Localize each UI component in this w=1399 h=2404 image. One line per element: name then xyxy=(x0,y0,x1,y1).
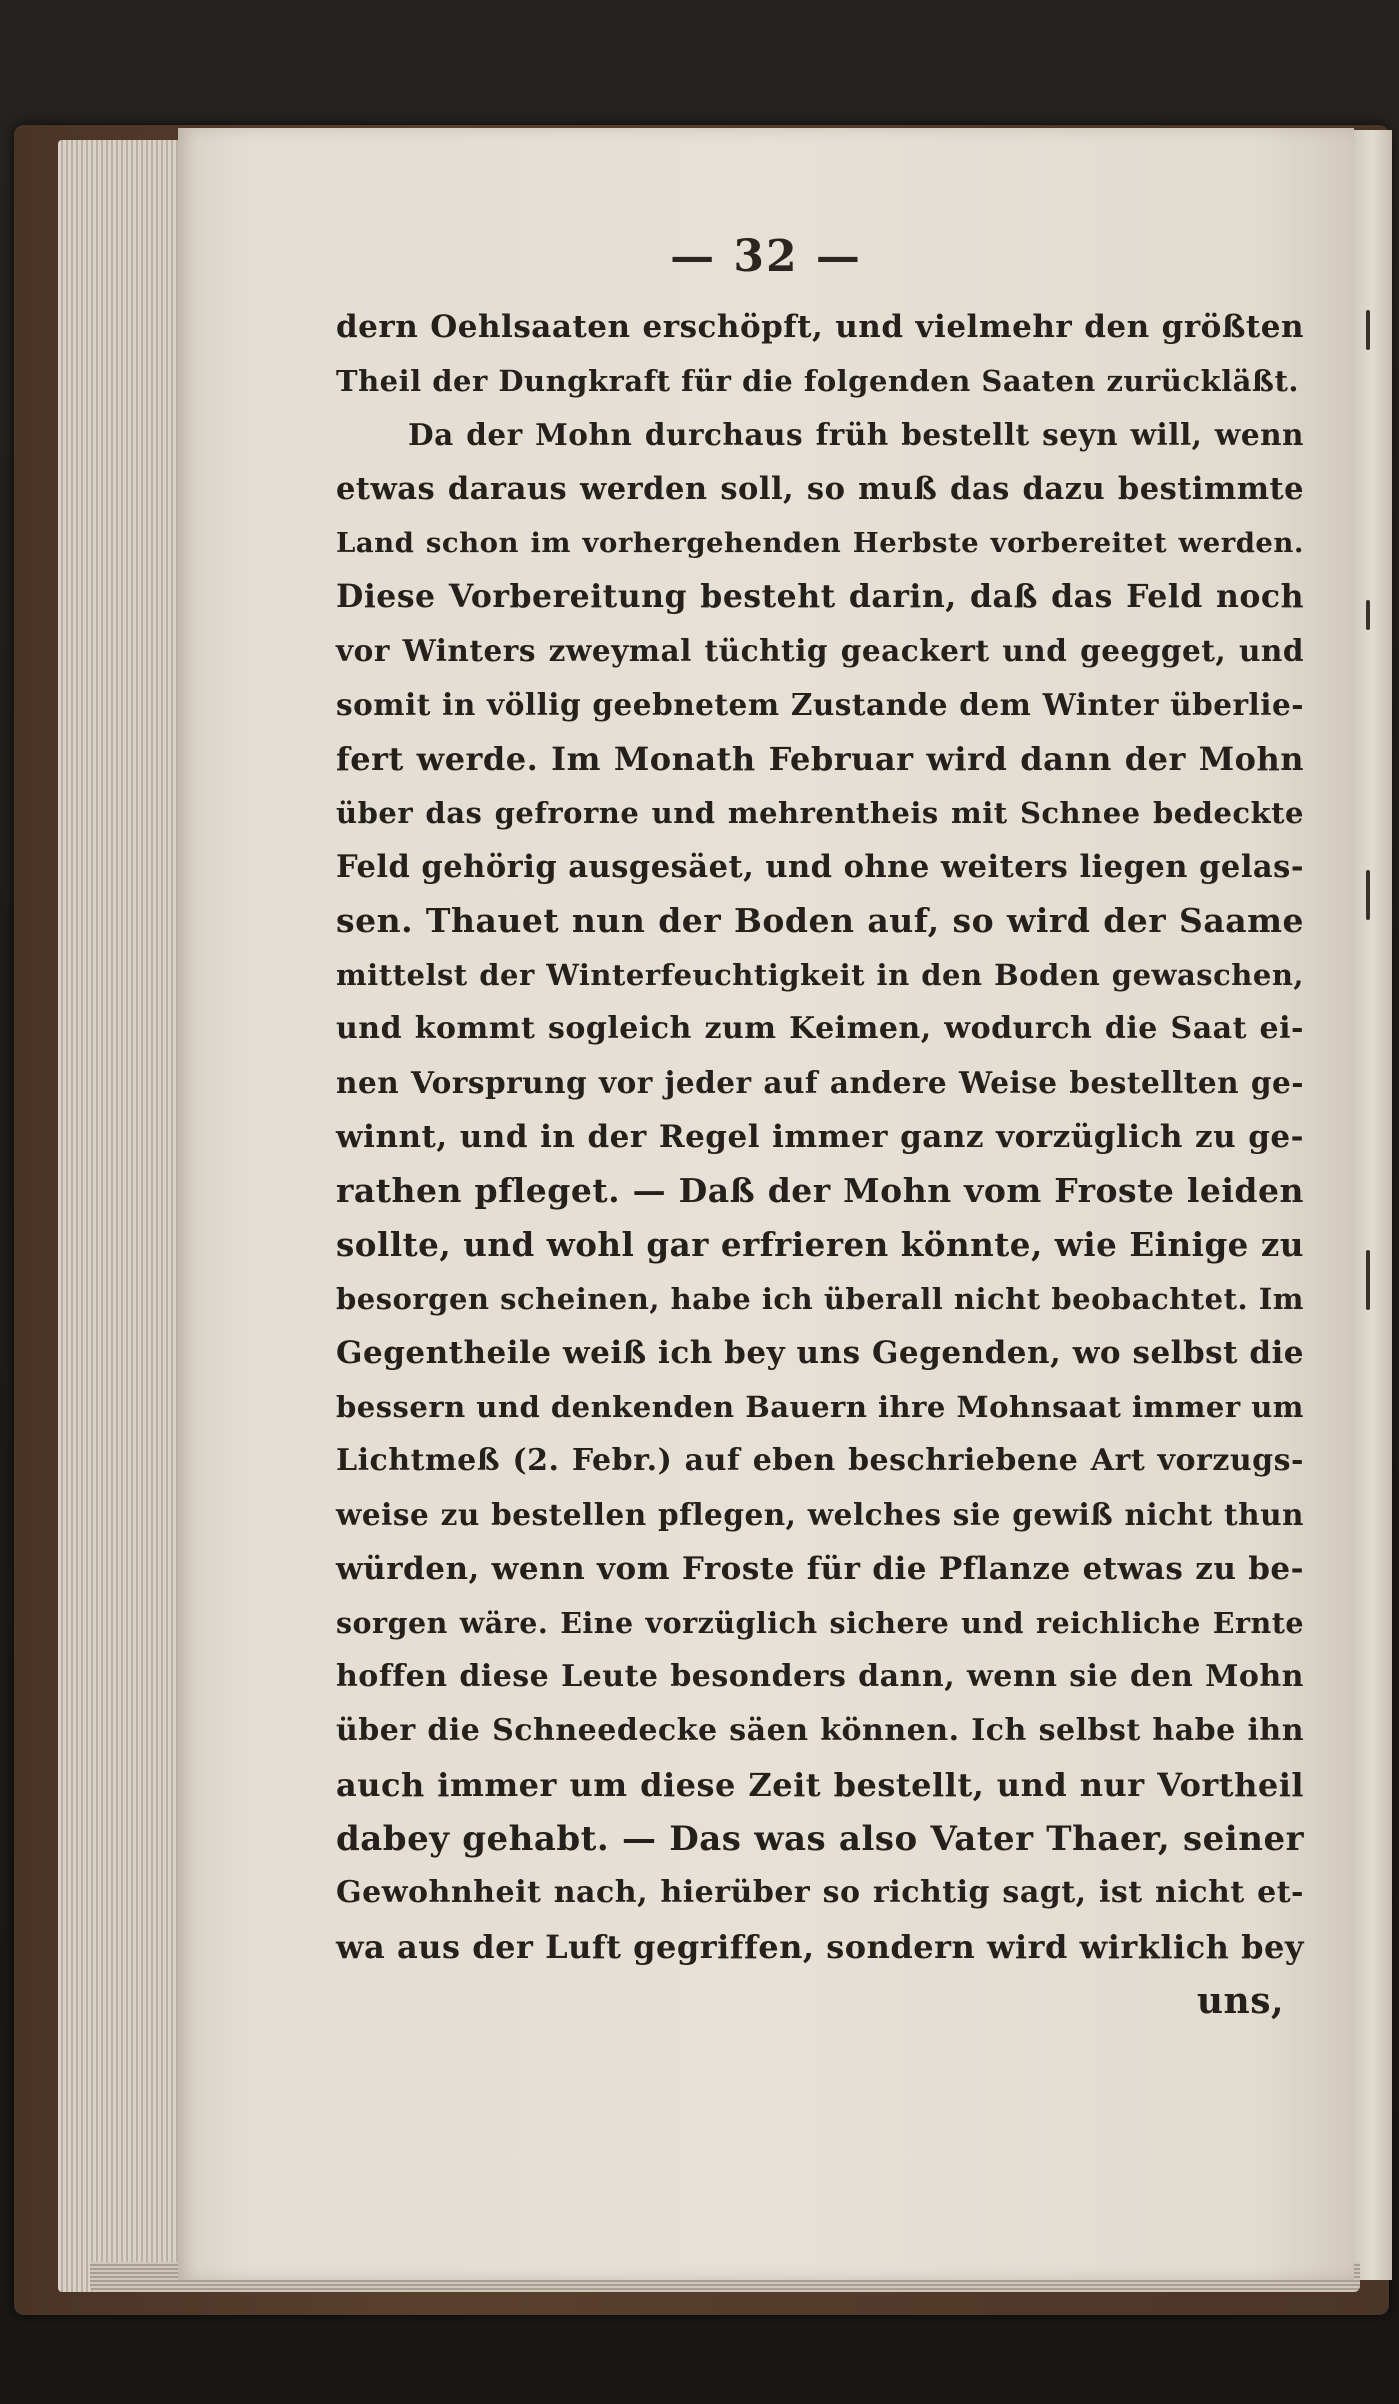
text-line: sen. Thauet nun der Boden auf, so wird der Saame xyxy=(336,901,1304,940)
text-line: Theil der Dungkraft für die folgenden Saaten zurückläßt. xyxy=(336,364,1299,398)
text-line: Feld gehörig ausgesäet, und ohne weiters liegen gelas- xyxy=(336,849,1304,885)
text-line: und kommt sogleich zum Keimen, wodurch die Saat ei- xyxy=(336,1011,1304,1046)
text-line: sorgen wäre. Eine vorzüglich sichere und reichliche Ernte xyxy=(336,1606,1304,1640)
opposite-page-ink-mark xyxy=(1366,310,1370,350)
text-line: Gewohnheit nach, hierüber so richtig sagt, ist nicht et- xyxy=(336,1875,1304,1910)
text-line: fert werde. Im Monath Februar wird dann der Mohn xyxy=(336,740,1304,778)
text-line: nen Vorsprung vor jeder auf andere Weise bestellten ge- xyxy=(336,1065,1304,1100)
text-line: Gegentheile weiß ich bey uns Gegenden, wo selbst die xyxy=(336,1335,1304,1371)
text-line: somit in völlig geebnetem Zustande dem Winter überlie- xyxy=(336,687,1304,722)
page-number: — 32 — xyxy=(670,231,862,282)
text-line: rathen pfleget. — Daß der Mohn vom Froste leiden xyxy=(336,1171,1304,1210)
text-line: mittelst der Winterfeuchtigkeit in den Boden gewaschen, xyxy=(336,958,1304,992)
book-page xyxy=(178,128,1354,2280)
text-line: bessern und denkenden Bauern ihre Mohnsaat immer um xyxy=(336,1390,1304,1424)
text-line: vor Winters zweymal tüchtig geackert und geegget, und xyxy=(336,633,1304,668)
opposite-page-ink-mark xyxy=(1366,870,1370,920)
text-line: Land schon im vorhergehenden Herbste vorbereitet werden. xyxy=(336,527,1304,559)
text-line: hoffen diese Leute besonders dann, wenn sie den Mohn xyxy=(336,1659,1304,1694)
opposite-page-ink-mark xyxy=(1366,1250,1370,1310)
text-line: dabey gehabt. — Das was also Vater Thaer, seiner xyxy=(336,1819,1304,1859)
opposite-page-ink-mark xyxy=(1366,600,1370,630)
text-line: dern Oehlsaaten erschöpft, und vielmehr den größten xyxy=(336,309,1304,345)
catchword: uns, xyxy=(1196,1980,1284,2022)
text-line: über das gefrorne und mehrentheis mit Schnee bedeckte xyxy=(336,796,1304,830)
opposite-page-edge xyxy=(1352,130,1392,2280)
text-line: Da der Mohn durchaus früh bestellt seyn will, wenn xyxy=(408,417,1304,452)
text-line: Lichtmeß (2. Febr.) auf eben beschriebene Art vorzugs- xyxy=(336,1443,1304,1478)
text-line: winnt, und in der Regel immer ganz vorzüglich zu ge- xyxy=(336,1119,1304,1155)
text-line: wa aus der Luft gegriffen, sondern wird wirklich bey xyxy=(336,1928,1304,1966)
text-line: etwas daraus werden soll, so muß das dazu bestimmte xyxy=(336,471,1304,507)
text-line: auch immer um diese Zeit bestellt, und nur Vortheil xyxy=(336,1766,1304,1804)
text-line: besorgen scheinen, habe ich überall nicht beobachtet. Im xyxy=(336,1282,1304,1316)
text-line: über die Schneedecke säen können. Ich selbst habe ihn xyxy=(336,1713,1304,1748)
text-line: sollte, und wohl gar erfrieren könnte, wie Einige zu xyxy=(336,1225,1304,1264)
text-line: würden, wenn vom Froste für die Pflanze etwas zu be- xyxy=(336,1551,1304,1587)
page-text xyxy=(336,300,1304,2028)
page-stack-edges xyxy=(58,140,198,2292)
text-line: weise zu bestellen pflegen, welches sie gewiß nicht thun xyxy=(336,1497,1304,1532)
text-line: Diese Vorbereitung besteht darin, daß das Feld noch xyxy=(336,578,1304,615)
